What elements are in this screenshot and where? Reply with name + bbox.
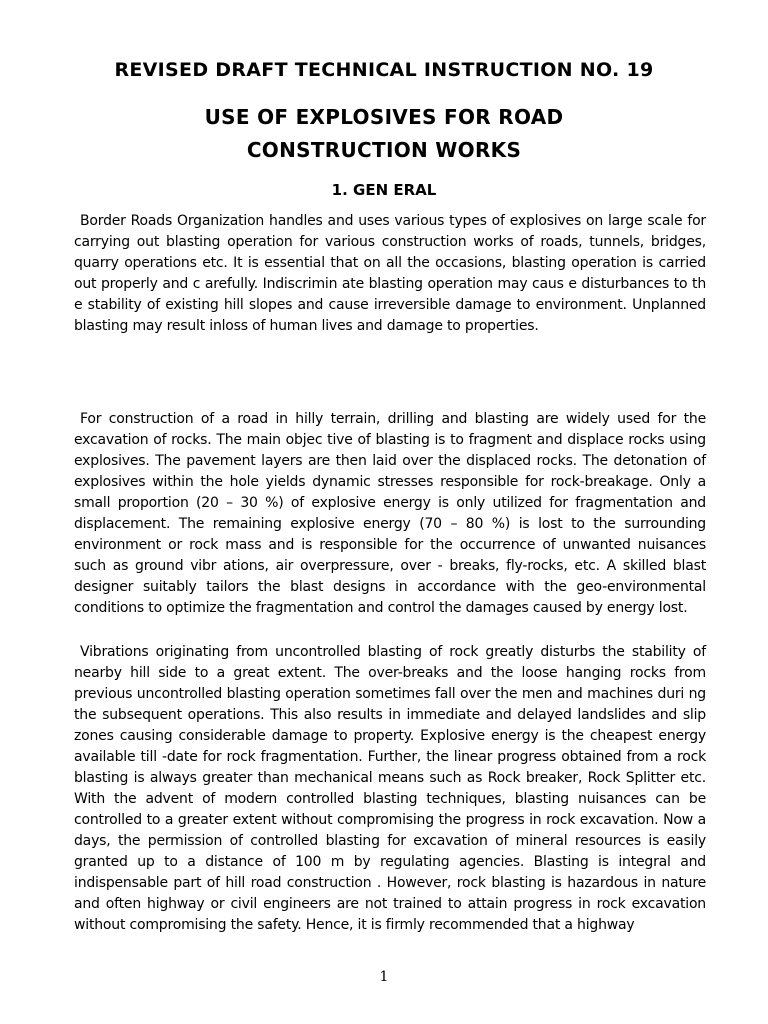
paragraph-3: Vibrations originating from uncontrolled blasting of rock greatly disturbs the stability of nearby hill side to a great extent. The over-breaks and the loose hanging rocks from previous uncontrolled blasting operation sometimes fall over the men and machines duri ng the subsequent operations. This also results in immediate and delayed landslides and slip zones causing considerable damage to property. Explosive energy is the cheapest energy available till -date for rock fragmentation. Further, the linear progress obtained from a rock blasting is always greater than mechanical means such as Rock breaker, Rock Splitter etc. With the advent of modern controlled blasting techniques, blasting nuisances can be controlled to a greater extent without compromising the progress in rock excavation. Now a days, the permission of controlled blasting for excavation of mineral resources is easily granted up to a distance of 100 m by regulating agencies. Blasting is integral and indispensable part of hill road construction . However, rock blasting is hazardous in nature and often highway or civil engineers are not trained to attain progress in rock excavation without compromising the safety. Hence, it is firmly recommended that a highway <box>74 644 706 933</box>
section-heading-general: 1. GEN ERAL <box>331 181 437 199</box>
paragraph-1: Border Roads Organization handles and uses various types of explosives on large scale for carrying out blasting operation for various construction works of roads, tunnels, bridges, quarry operations etc. It is essential that on all the occasions, blasting operation is carried out properly and c arefully. Indiscrimin ate blasting operation may caus e disturbances to th e stability of existing hill slopes and cause irreversible damage to environment. Unplanned blasting may result inloss of human lives and damage to properties. <box>74 213 706 334</box>
document-subtitle-line-1: USE OF EXPLOSIVES FOR ROAD <box>204 105 564 129</box>
page-number: 1 <box>379 969 389 985</box>
paragraph-2: For construction of a road in hilly terrain, drilling and blasting are widely used for the excavation of rocks. The main objec tive of blasting is to fragment and displace rocks using explosives. The pavement layers are then laid over the displaced rocks. The detonation of explosives within the hole yields dynamic stresses responsible for rock-breakage. Only a small proportion (20 – 30 %) of explosive energy is only utilized for fragmentation and displacement. The remaining explosive energy (70 – 80 %) is lost to the surrounding environment or rock mass and is responsible for the occurrence of unwanted nuisances such as ground vibr ations, air overpressure, over - breaks, fly-rocks, etc. A skilled blast designer suitably tailors the blast designs in accordance with the geo-environmental conditions to optimize the fragmentation and control the damages caused by energy lost. <box>74 411 706 616</box>
document-subtitle-line-2: CONSTRUCTION WORKS <box>246 138 522 162</box>
document-title: REVISED DRAFT TECHNICAL INSTRUCTION NO. 19 <box>114 59 654 81</box>
